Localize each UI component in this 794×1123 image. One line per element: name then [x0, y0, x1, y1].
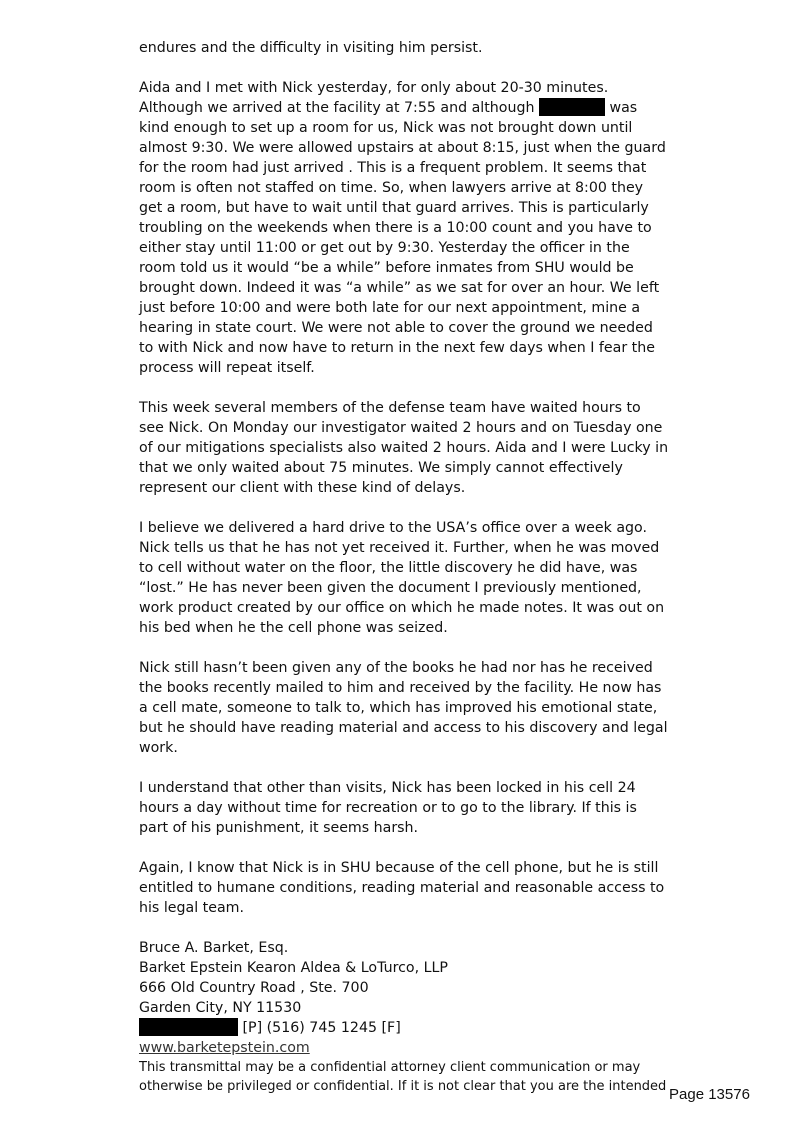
paragraph-visit [139, 78, 669, 378]
signature-phone: [P] (516) 745 1245 [F] [242, 1020, 401, 1036]
signature-address: 666 Old Country Road , Ste. 700 [139, 980, 369, 996]
redaction-bar [539, 98, 605, 116]
redaction-bar [139, 1018, 238, 1036]
signature-city: Garden City, NY 11530 [139, 1000, 302, 1016]
notice-line-1: This transmittal may be a confidential attorney client communication or may [139, 1060, 641, 1075]
signature-block [139, 938, 669, 1058]
paragraph-lockdown: I understand that other than visits, Nick has been locked in his cell 24 hours a day without time for recreation or to go to the library. If this is part of his punishment, it seems harsh. [139, 780, 637, 836]
top-line: endures and the difficulty in visiting him persist. [139, 40, 483, 56]
letter-body [139, 38, 669, 1058]
signature-name: Bruce A. Barket, Esq. [139, 940, 289, 956]
paragraph-discovery: I believe we delivered a hard drive to the USA’s office over a week ago. Nick tells us that he has not yet received it. Further, when he was moved to cell without water on the floor, the little discovery he did have, was “lost.” He has never been given the document I previously mentioned, work product created by our office on which he made notes. It was out on his bed when he the cell phone was seized. [139, 520, 665, 636]
paragraph-conclusion: Again, I know that Nick is in SHU because of the cell phone, but he is still entitled to humane conditions, reading material and reasonable access to his legal team. [139, 860, 665, 916]
paragraph-visit-part1: Aida and I met with Nick yesterday, for only about 20-30 minutes. Although we arrived at the facility at 7:55 and although [139, 80, 609, 116]
paragraph-visit-part2: was kind enough to set up a room for us, Nick was not brought down until almost 9:30. We were allowed upstairs at about 8:15, just when the guard for the room had just arrived . This is a frequent problem. It seems that room is often not staffed on time. So, when lawyers arrive at 8:00 they get a room, but have to wait until that guard arrives. This is particularly troubling on the weekends when there is a 10:00 count and you have to either stay until 11:00 or get out by 9:30. Yesterday the officer in the room told us it would “be a while” before inmates from SHU would be brought down. Indeed it was “a while” as we sat for over an hour. We left just before 10:00 and were both late for our next appointment, mine a hearing in state court. We were not able to cover the ground we needed to with Nick and now have to return in the next few days when I fear the process will repeat itself. [139, 100, 666, 376]
signature-phone-line [139, 1018, 669, 1038]
confidentiality-notice [139, 1058, 669, 1094]
signature-firm: Barket Epstein Kearon Aldea & LoTurco, LLP [139, 960, 448, 976]
paragraph-books: Nick still hasn’t been given any of the books he had nor has he received the books recently mailed to him and received by the facility. He now has a cell mate, someone to talk to, which has improved his emotional state, but he should have reading material and access to his discovery and legal work. [139, 660, 668, 756]
website-link[interactable]: www.barketepstein.com [139, 1040, 310, 1056]
notice-line-2: otherwise be privileged or confidential. If it is not clear that you are the intended [139, 1079, 667, 1094]
paragraph-waiting: This week several members of the defense team have waited hours to see Nick. On Monday our investigator waited 2 hours and on Tuesday one of our mitigations specialists also waited 2 hours. Aida and I were Lucky in that we only waited about 75 minutes. We simply cannot effectively represent our client with these kind of delays. [139, 400, 669, 496]
page-number: Page 13576 [669, 1086, 750, 1103]
